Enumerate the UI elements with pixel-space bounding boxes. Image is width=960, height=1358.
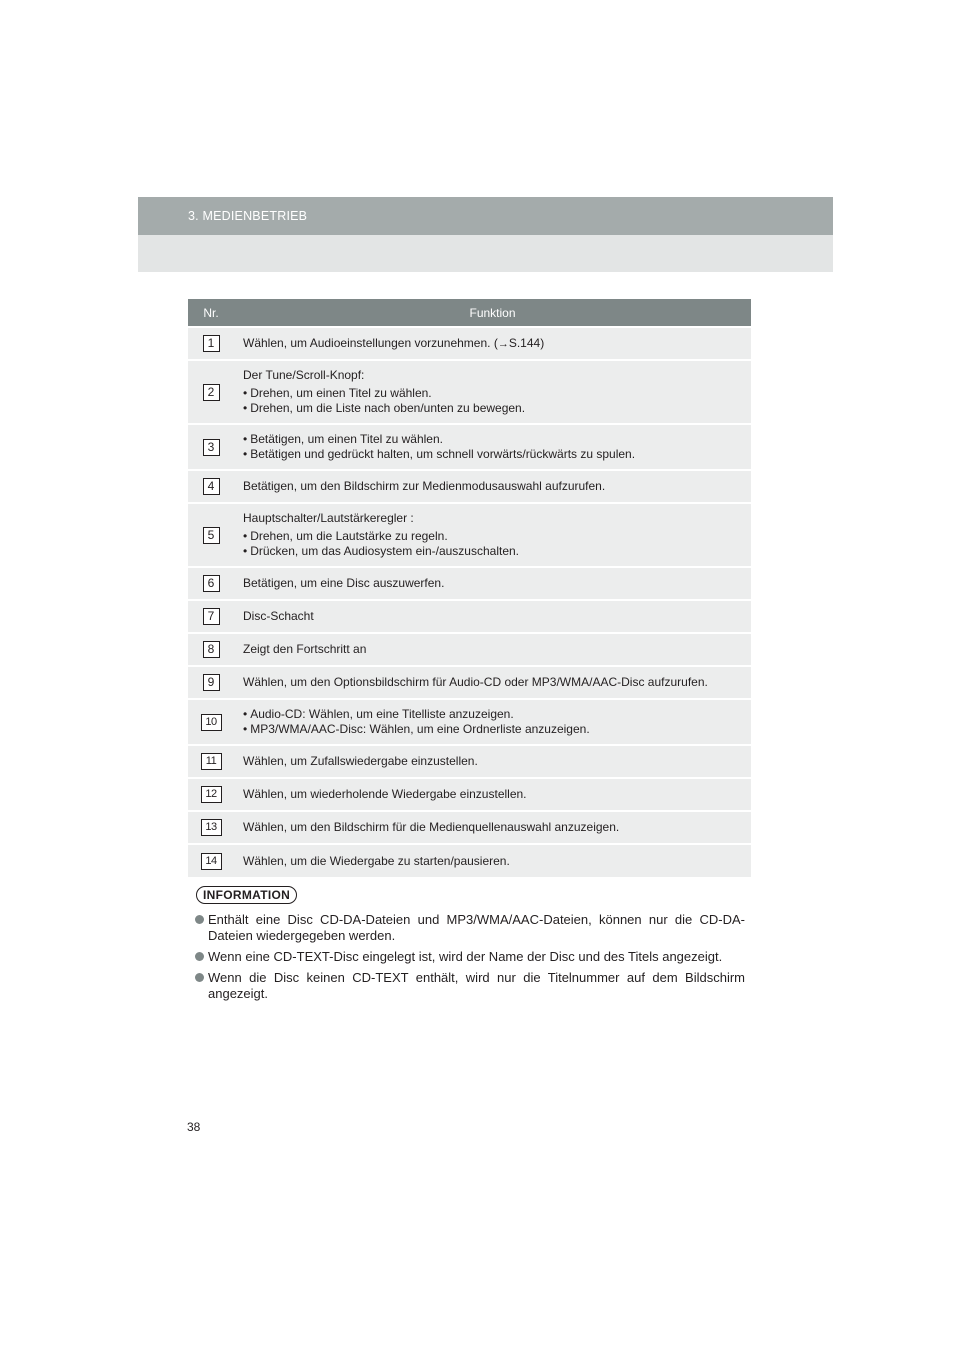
- item-number-box: 2: [203, 384, 220, 401]
- table-row: [188, 503, 751, 567]
- bullet-item: • Audio-CD: Wählen, um eine Titelliste anzuzeigen.: [243, 707, 745, 722]
- section-header-band: [138, 235, 833, 272]
- bullet-item: • Drehen, um einen Titel zu wählen.: [243, 386, 745, 401]
- page-number: 38: [187, 1120, 201, 1134]
- table-row: [188, 600, 751, 633]
- function-cell: Hauptschalter/Lautstärkeregler : • Drehen, um die Lautstärke zu regeln. • Drücken, um das Audiosystem ein-/auszuschalten.: [234, 503, 751, 567]
- arrow-right-icon: →: [497, 337, 509, 350]
- function-cell: Wählen, um den Optionsbildschirm für Audio-CD oder MP3/WMA/AAC-Disc aufzurufen.: [234, 666, 751, 699]
- item-number-box: 4: [203, 478, 220, 495]
- section-header-bar: [138, 197, 833, 235]
- item-number-box: 13: [201, 819, 222, 836]
- function-table: [188, 299, 751, 877]
- column-header-nr: Nr.: [188, 299, 234, 327]
- table-row: [188, 327, 751, 360]
- bullet-dot-icon: [195, 915, 204, 924]
- item-number-box: 14: [201, 853, 222, 870]
- item-number-box: 1: [203, 335, 220, 352]
- item-number-box: 10: [201, 714, 222, 731]
- bullet-item: • MP3/WMA/AAC-Disc: Wählen, um eine Ordnerliste anzuzeigen.: [243, 722, 745, 737]
- information-item: Wenn eine CD-TEXT-Disc eingelegt ist, wird der Name der Disc und des Titels angezeigt.: [193, 949, 745, 965]
- bullet-dot-icon: [195, 973, 204, 982]
- item-number-box: 3: [203, 439, 220, 456]
- table-row: [188, 666, 751, 699]
- item-number-box: 8: [203, 641, 220, 658]
- section-header: [138, 197, 833, 272]
- function-cell: Wählen, um den Bildschirm für die Medienquellenauswahl anzuzeigen.: [234, 811, 751, 844]
- table-row: [188, 360, 751, 424]
- column-header-function: Funktion: [234, 299, 751, 327]
- item-number-box: 6: [203, 575, 220, 592]
- table-row: [188, 699, 751, 745]
- item-number-box: 11: [201, 753, 222, 770]
- bullet-item: • Drehen, um die Lautstärke zu regeln.: [243, 529, 745, 544]
- item-number-box: 7: [203, 608, 220, 625]
- function-cell: Zeigt den Fortschritt an: [234, 633, 751, 666]
- information-section: [193, 886, 745, 1007]
- table-row: [188, 424, 751, 470]
- function-cell: [234, 424, 751, 470]
- table-row: [188, 567, 751, 600]
- information-badge: INFORMATION: [196, 886, 297, 904]
- function-cell: [234, 699, 751, 745]
- function-cell: Wählen, um Zufallswiedergabe einzustellen.: [234, 745, 751, 778]
- bullet-dot-icon: [195, 952, 204, 961]
- function-cell: Wählen, um Audioeinstellungen vorzunehmen. (→S.144): [234, 327, 751, 360]
- function-cell: Der Tune/Scroll-Knopf: • Drehen, um einen Titel zu wählen. • Drehen, um die Liste nach oben/unten zu bewegen.: [234, 360, 751, 424]
- information-item: Enthält eine Disc CD-DA-Dateien und MP3/WMA/AAC-Dateien, können nur die CD-DA-Dateien wiedergegeben werden.: [193, 912, 745, 944]
- item-number-box: 9: [203, 674, 220, 691]
- table-row: [188, 811, 751, 844]
- function-cell: Betätigen, um den Bildschirm zur Medienmodusauswahl aufzurufen.: [234, 470, 751, 503]
- table-row: [188, 470, 751, 503]
- table-row: [188, 745, 751, 778]
- bullet-item: • Drücken, um das Audiosystem ein-/auszuschalten.: [243, 544, 745, 559]
- item-number-box: 5: [203, 527, 220, 544]
- table-row: [188, 778, 751, 811]
- bullet-item: • Drehen, um die Liste nach oben/unten zu bewegen.: [243, 401, 745, 416]
- table-row: [188, 844, 751, 877]
- bullet-item: • Betätigen und gedrückt halten, um schnell vorwärts/rückwärts zu spulen.: [243, 447, 745, 462]
- table-row: [188, 633, 751, 666]
- section-title: 3. MEDIENBETRIEB: [188, 209, 308, 223]
- function-cell: Wählen, um wiederholende Wiedergabe einzustellen.: [234, 778, 751, 811]
- bullet-item: • Betätigen, um einen Titel zu wählen.: [243, 432, 745, 447]
- item-number-box: 12: [201, 786, 222, 803]
- function-cell: Disc-Schacht: [234, 600, 751, 633]
- information-list: [193, 912, 745, 1002]
- table-header-row: [188, 299, 751, 327]
- function-cell: Wählen, um die Wiedergabe zu starten/pausieren.: [234, 844, 751, 877]
- information-item: Wenn die Disc keinen CD-TEXT enthält, wird nur die Titelnummer auf dem Bildschirm angezeigt.: [193, 970, 745, 1002]
- function-cell: Betätigen, um eine Disc auszuwerfen.: [234, 567, 751, 600]
